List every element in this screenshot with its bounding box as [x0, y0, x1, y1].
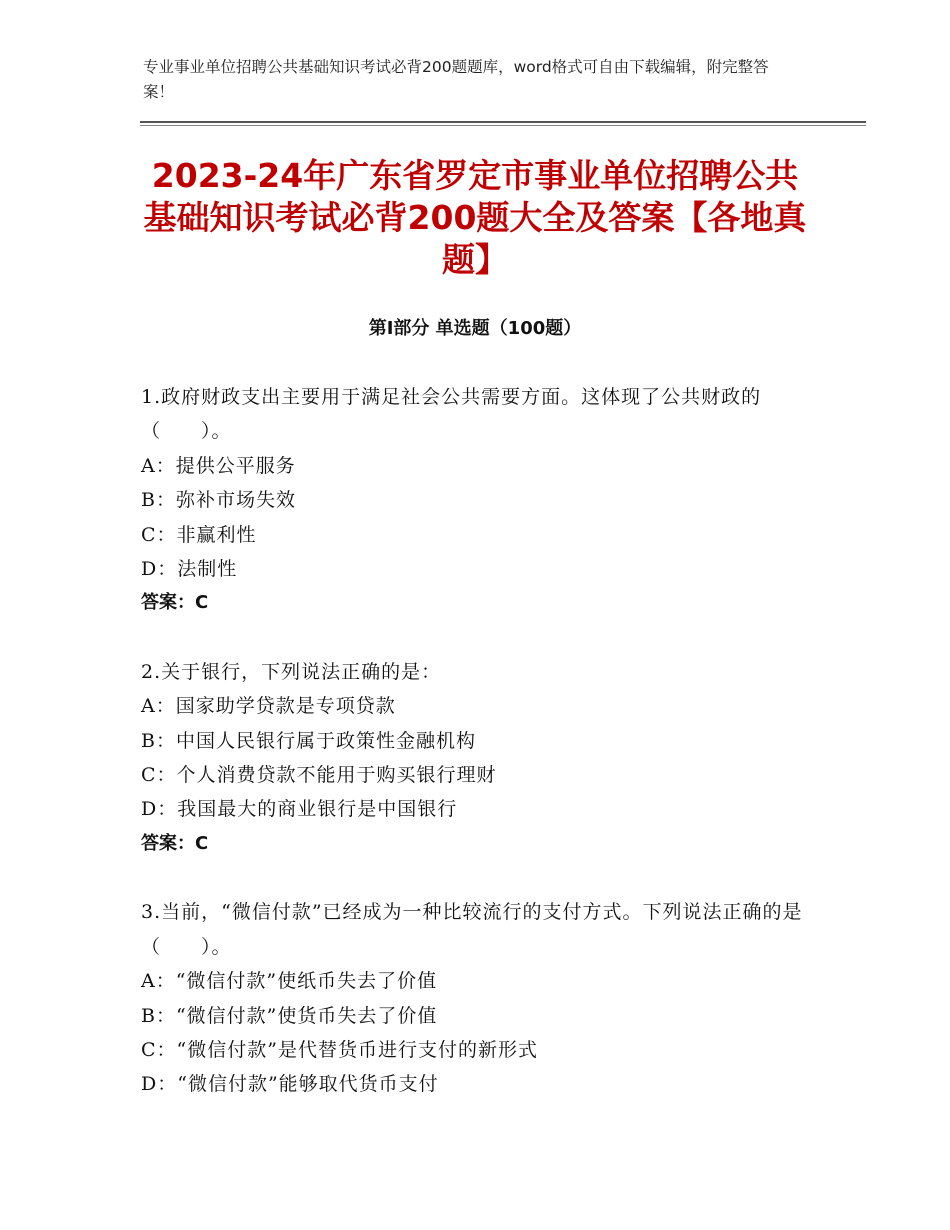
option-a: A：“微信付款”使纸币失去了价值 — [141, 970, 438, 993]
question-text: 1.政府财政支出主要用于满足社会公共需要方面。这体现了公共财政的（ ）。 — [141, 386, 762, 443]
header-divider-thick — [140, 121, 866, 123]
option-a: A：提供公平服务 — [141, 454, 296, 477]
header-divider-thin — [140, 125, 866, 126]
question-1 — [141, 380, 821, 621]
answer: 答案：C — [141, 832, 209, 854]
option-a: A：国家助学贷款是专项贷款 — [141, 695, 396, 718]
answer: 答案：C — [141, 592, 209, 614]
option-b: B：“微信付款”使货币失去了价值 — [141, 1004, 438, 1027]
section-heading: 第Ⅰ部分 单选题（100题） — [368, 318, 582, 339]
option-b: B：弥补市场失效 — [141, 489, 296, 512]
option-c: C：非赢利性 — [141, 523, 257, 546]
question-3 — [141, 895, 821, 1101]
option-d: D：我国最大的商业银行是中国银行 — [141, 798, 458, 821]
question-text: 3.当前，“微信付款”已经成为一种比较流行的支付方式。下列说法正确的是（ ）。 — [141, 901, 803, 958]
option-c: C：个人消费贷款不能用于购买银行理财 — [141, 764, 497, 787]
question-text: 2.关于银行，下列说法正确的是： — [141, 660, 442, 683]
option-c: C：“微信付款”是代替货币进行支付的新形式 — [141, 1038, 538, 1061]
document-title: 2023-24年广东省罗定市事业单位招聘公共基础知识考试必背200题大全及答案【各地真题】 — [143, 156, 807, 279]
header-note: 专业事业单位招聘公共基础知识考试必背200题题库，word格式可自由下载编辑，附完整答案！ — [143, 58, 769, 101]
option-d: D：法制性 — [141, 558, 238, 581]
question-2 — [141, 655, 821, 861]
question-list — [141, 380, 821, 1136]
option-d: D：“微信付款”能够取代货币支付 — [141, 1073, 439, 1096]
option-b: B：中国人民银行属于政策性金融机构 — [141, 729, 476, 752]
